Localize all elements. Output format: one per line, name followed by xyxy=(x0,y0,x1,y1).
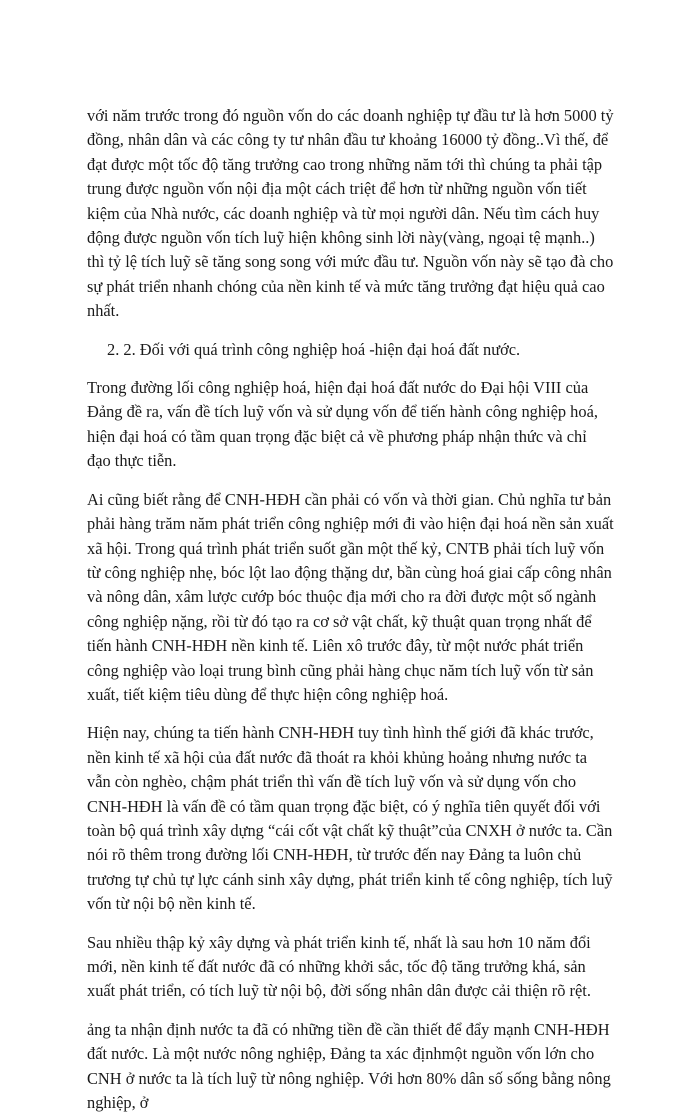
paragraph-2: Trong đường lối công nghiệp hoá, hiện đại hoá đất nước do Đại hội VIII của Đảng đề ra, vấn đề tích luỹ vốn và sử dụng vốn để tiến hành công nghiệp hoá, hiện đại hoá có tầm quan trọng đặc biệt cả về phương pháp nhận thức và chỉ đạo thực tiễn. xyxy=(87,378,598,471)
paragraph-4: Hiện nay, chúng ta tiến hành CNH-HĐH tuy tình hình thế giới đã khác trước, nền kinh tế xã hội của đất nước đã thoát ra khỏi khủng hoảng nhưng nước ta vẫn còn nghèo, chậm phát triển thì vấn đề tích luỹ vốn và sử dụng vốn cho CNH-HĐH là vấn đề có tầm quan trọng đặc biệt, có ý nghĩa tiên quyết đối với toàn bộ quá trình xây dựng “cái cốt vật chất kỹ thuật”của CNXH ở nước ta. Cần nói rõ thêm trong đường lối CNH-HĐH, từ trước đến nay Đảng ta luôn chủ trương tự chủ tự lực cánh sinh xây dựng, phát triển kinh tế công nghiệp, tích luỹ vốn từ nội bộ nền kinh tế. xyxy=(87,723,613,914)
paragraph-3: Ai cũng biết rằng để CNH-HĐH cần phải có vốn và thời gian. Chủ nghĩa tư bản phải hàng trăm năm phát triển công nghiệp mới đi vào hiện đại hoá nền sản xuất xã hội. Trong quá trình phát triển suốt gần một thế kỷ, CNTB phải tích luỹ vốn từ công nghiệp nhẹ, bóc lột lao động thặng dư, bần cùng hoá giai cấp công nhân và nông dân, xâm lược cướp bóc thuộc địa mới cho ra đời được một số ngành công nghiệp nặng, rồi từ đó tạo ra cơ sở vật chất, kỹ thuật quan trọng nhất để tiến hành CNH-HĐH nền kinh tế. Liên xô trước đây, từ một nước phát triển công nghiệp vào loại trung bình cũng phải hàng chục năm tích luỹ vốn từ sản xuất, tiết kiệm tiêu dùng để thực hiện công nghiệp hoá. xyxy=(87,489,614,704)
section-heading: 2. 2. Đối với quá trình công nghiệp hoá -hiện đại hoá đất nước. xyxy=(107,339,521,359)
paragraph-6: ảng ta nhận định nước ta đã có những tiền đề cần thiết để đẩy mạnh CNH-HĐH đất nước. Là một nước nông nghiệp, Đảng ta xác địnhmột nguồn vốn lớn cho CNH ở nước ta là tích luỹ từ nông nghiệp. Với hơn 80% dân số sống bằng nông nghiệp, ở xyxy=(87,1019,611,1113)
paragraph-1: với năm trước trong đó nguồn vốn do các doanh nghiệp tự đầu tư là hơn 5000 tỷ đồng, nhân dân và các công ty tư nhân đầu tư khoảng 16000 tỷ đồng..Vì thế, để đạt được một tốc độ tăng trưởng cao trong những năm tới thì chúng ta phải tập trung được nguồn vốn nội địa một cách triệt để hơn từ những nguồn vốn tiết kiệm của Nhà nước, các doanh nghiệp và từ mọi người dân. Nếu tìm cách huy động được nguồn vốn tích luỹ hiện không sinh lời này(vàng, ngoại tệ mạnh..) thì tỷ lệ tích luỹ sẽ tăng song song với mức đầu tư. Nguồn vốn này sẽ tạo đà cho sự phát triển nhanh chóng của nền kinh tế và mức tăng trưởng đạt hiệu quả cao nhất. xyxy=(87,106,614,321)
paragraph-5: Sau nhiều thập kỷ xây dựng và phát triển kinh tế, nhất là sau hơn 10 năm đổi mới, nền kinh tế đất nước đã có những khởi sắc, tốc độ tăng trưởng khá, sản xuất phát triển, có tích luỹ từ nội bộ, đời sống nhân dân được cải thiện rõ rệt. xyxy=(87,932,591,1001)
